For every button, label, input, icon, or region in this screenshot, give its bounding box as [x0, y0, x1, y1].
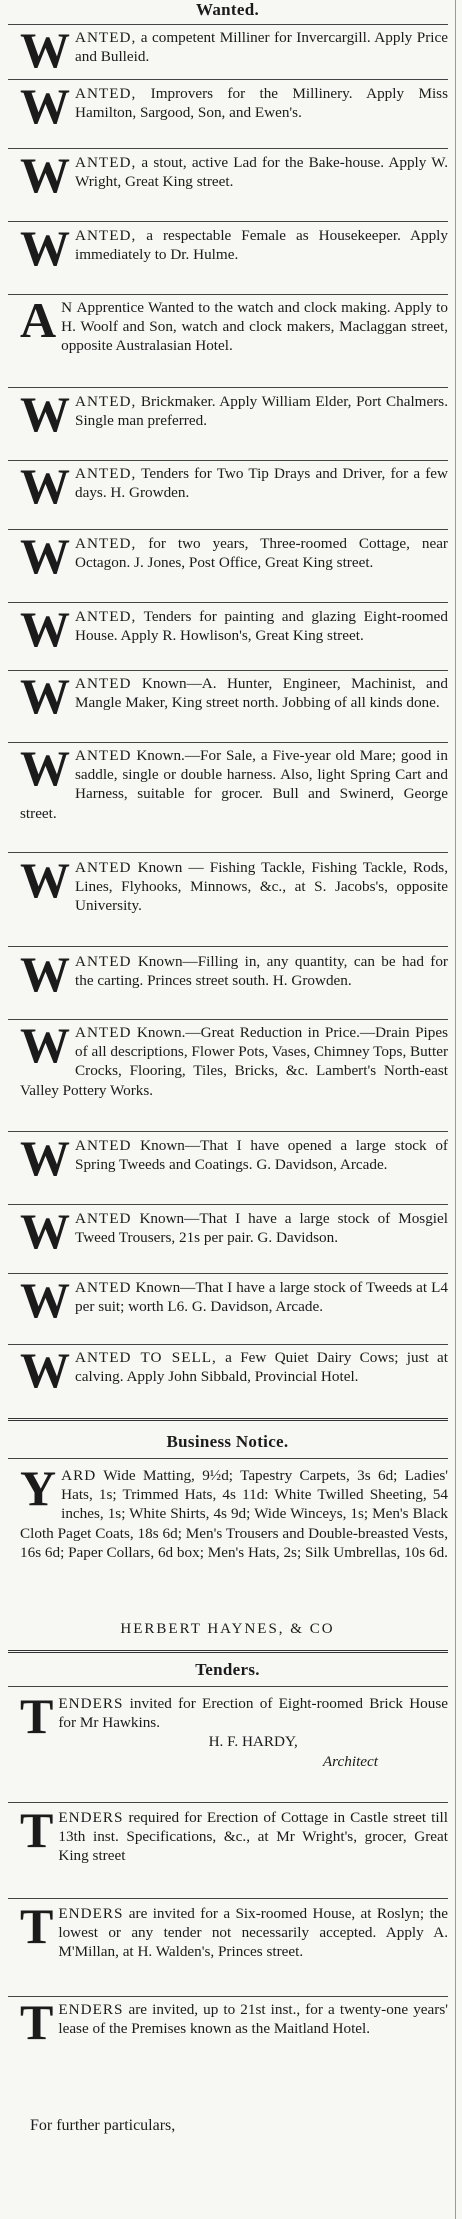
divider [8, 670, 448, 671]
wanted-ad: WANTED Known—That I have a large stock of Tweeds at L4 per suit; worth L6. G. Davidson, Arcade. [20, 1278, 448, 1328]
further-particulars: For further particulars, [30, 2117, 176, 2134]
divider [8, 1273, 448, 1274]
divider [8, 1204, 448, 1205]
divider [8, 387, 448, 388]
divider [8, 1802, 448, 1803]
wanted-ad: WANTED Known.—Great Reduction in Price.—Drain Pipes of all descriptions, Flower Pots, Vases, Chimney Tops, Butter Crocks, Flooring, Tiles, Bricks, &c. Lambert's North-east Valley Pottery Works. [20, 1023, 448, 1099]
wanted-ad: WANTED, a respectable Female as Housekeeper. Apply immediately to Dr. Hulme. [20, 226, 448, 276]
section-heading-wanted: Wanted. [195, 0, 260, 19]
wanted-ad: WANTED, Tenders for painting and glazing Eight-roomed House. Apply R. Howlison's, Great King street. [20, 607, 448, 657]
divider [8, 1458, 448, 1459]
wanted-ad: WANTED Known—A. Hunter, Engineer, Machinist, and Mangle Maker, King street north. Jobbing of all kinds done. [20, 674, 448, 724]
divider [8, 742, 448, 743]
tender-ad: TENDERS are invited, up to 21st inst., for a twenty-one years' lease of the Premises known as the Maitland Hotel. [20, 2000, 448, 2050]
divider [8, 221, 448, 222]
divider [8, 1131, 448, 1132]
divider [8, 79, 448, 80]
wanted-ad: WANTED, for two years, Three-roomed Cottage, near Octagon. J. Jones, Post Office, Great King street. [20, 534, 448, 584]
wanted-ad: WANTED, Brickmaker. Apply William Elder, Port Chalmers. Single man preferred. [20, 392, 448, 442]
divider [8, 24, 448, 25]
divider [8, 1898, 448, 1899]
wanted-ad: WANTED Known—Filling in, any quantity, can be had for the carting. Princes street south. H. Growden. [20, 952, 448, 1002]
business-ad: YARD Wide Matting, 9½d; Tapestry Carpets, 3s 6d; Ladies' Hats, 1s; Trimmed Hats, 4s 11d: White Twilled Sheeting, 54 inches, 1s; White Shirts, 4s 9d; Wide Winceys, 1s; Men's Black Cloth Paget Coats, 18s 6d; Men's Trousers and Double-breasted Vests, 16s 6d; Paper Collars, 6d box; Men's Hats, 2s; Silk Umbrellas, 10s 6d. [20, 1466, 448, 1561]
divider [8, 1996, 448, 1997]
tender-ad: TENDERS are invited for a Six-roomed House, at Roslyn; the lowest or any tender not necessarily accepted. Apply A. M'Millan, at H. Walden's, Princes street. [20, 1904, 448, 1961]
section-heading-business: Business Notice. [166, 1432, 289, 1451]
divider [8, 1019, 448, 1020]
divider [8, 529, 448, 530]
divider [8, 852, 448, 853]
wanted-ad: WANTED, a stout, active Lad for the Bake-house. Apply W. Wright, Great King street. [20, 153, 448, 203]
tender-ad: TENDERS invited for Erection of Eight-roomed Brick House for Mr Hawkins. H. F. HARDY, Architect [20, 1694, 448, 1770]
divider [8, 1344, 448, 1345]
section-divider [8, 1418, 448, 1421]
wanted-ad: WANTED Known—That I have a large stock of Mosgiel Tweed Trousers, 21s per pair. G. Davidson. [20, 1209, 448, 1259]
wanted-ad: WANTED Known.—For Sale, a Five-year old Mare; good in saddle, single or double harness. Also, light Spring Cart and Harness, suitable for grocer. Bull and Swinerd, George street. [20, 746, 448, 822]
section-divider [8, 1650, 448, 1653]
tender-ad: TENDERS required for Erection of Cottage in Castle street till 13th inst. Specifications, &c., at Mr Wright's, grocer, Great King street [20, 1808, 448, 1865]
wanted-ad: WANTED Known—That I have opened a large stock of Spring Tweeds and Coatings. G. Davidson, Arcade. [20, 1136, 448, 1186]
wanted-ad: A N Apprentice Wanted to the watch and clock making. Apply to H. Woolf and Son, watch and clock makers, Maclaggan street, opposite Australasian Hotel. [20, 298, 448, 355]
divider [8, 148, 448, 149]
wanted-ad: WANTED, Tenders for Two Tip Drays and Driver, for a few days. H. Growden. [20, 464, 448, 514]
divider [8, 946, 448, 947]
divider [8, 460, 448, 461]
wanted-ad: WANTED, Improvers for the Millinery. Apply Miss Hamilton, Sargood, Son, and Ewen's. [20, 84, 448, 134]
divider [8, 602, 448, 603]
divider [8, 1686, 448, 1687]
wanted-ad: WANTED, a competent Milliner for Invercargill. Apply Price and Bulleid. [20, 28, 448, 76]
wanted-ad: WANTED Known — Fishing Tackle, Fishing Tackle, Rods, Lines, Flyhooks, Minnows, &c., at S. Jacobs's, opposite University. [20, 858, 448, 915]
section-heading-tenders: Tenders. [195, 1660, 260, 1679]
divider [8, 294, 448, 295]
wanted-ad: WANTED TO SELL, a Few Quiet Dairy Cows; just at calving. Apply John Sibbald, Provincial Hotel. [20, 1348, 448, 1398]
business-signature: HERBERT HAYNES, & CO [120, 1621, 335, 1637]
